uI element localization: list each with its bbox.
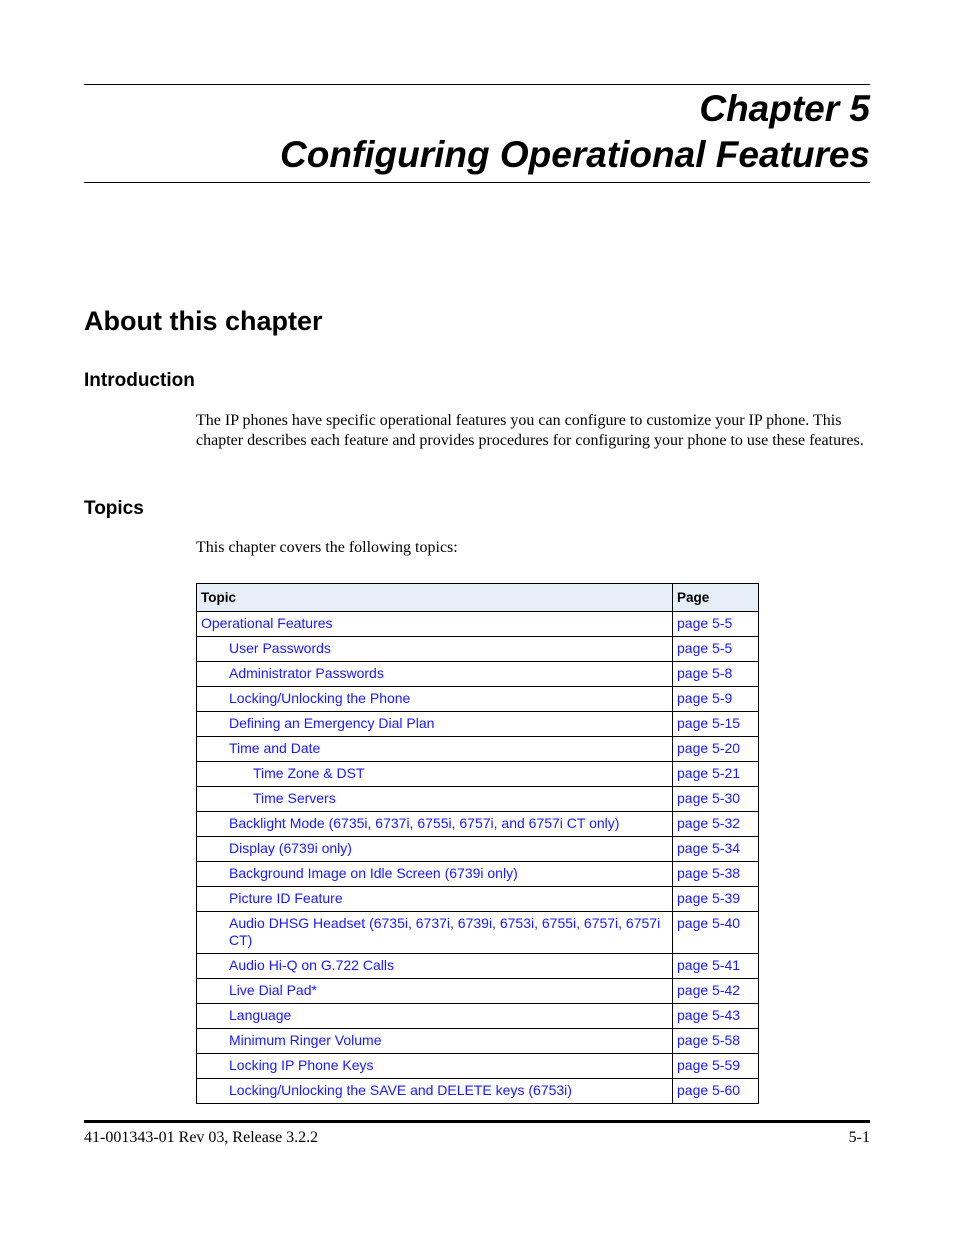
page-link[interactable]: page 5-40: [673, 912, 759, 954]
table-row: [197, 862, 759, 887]
page-link[interactable]: page 5-38: [673, 862, 759, 887]
table-row: [197, 687, 759, 712]
topics-lead: This chapter covers the following topics:: [196, 539, 458, 556]
topic-link[interactable]: Time Zone & DST: [197, 762, 673, 787]
topic-link[interactable]: Audio DHSG Headset (6735i, 6737i, 6739i, 6753i, 6755i, 6757i, 6757i CT): [197, 912, 673, 954]
column-header-topic: Topic: [197, 584, 673, 612]
page-link[interactable]: page 5-42: [673, 979, 759, 1004]
chapter-name: Configuring Operational Features: [280, 134, 870, 175]
chapter-top-rule: [84, 84, 870, 85]
topics-heading: Topics: [84, 498, 144, 519]
table-row: [197, 812, 759, 837]
chapter-label: Chapter 5: [699, 88, 870, 129]
table-row: [197, 1079, 759, 1104]
page-link[interactable]: page 5-41: [673, 954, 759, 979]
topic-link[interactable]: Locking/Unlocking the Phone: [197, 687, 673, 712]
page-link[interactable]: page 5-32: [673, 812, 759, 837]
topic-link[interactable]: Live Dial Pad*: [197, 979, 673, 1004]
page-link[interactable]: page 5-20: [673, 737, 759, 762]
table-row: [197, 662, 759, 687]
page-link[interactable]: page 5-8: [673, 662, 759, 687]
page-link[interactable]: page 5-60: [673, 1079, 759, 1104]
topic-link[interactable]: Picture ID Feature: [197, 887, 673, 912]
table-row: [197, 787, 759, 812]
page-link[interactable]: page 5-30: [673, 787, 759, 812]
page-link[interactable]: page 5-59: [673, 1054, 759, 1079]
footer-page-number: 5-1: [848, 1129, 870, 1146]
table-row: [197, 1054, 759, 1079]
table-row: [197, 837, 759, 862]
topic-link[interactable]: Operational Features: [197, 612, 673, 637]
topic-link[interactable]: Defining an Emergency Dial Plan: [197, 712, 673, 737]
topic-link[interactable]: Backlight Mode (6735i, 6737i, 6755i, 6757i, and 6757i CT only): [197, 812, 673, 837]
table-row: [197, 1004, 759, 1029]
topic-link[interactable]: Locking/Unlocking the SAVE and DELETE keys (6753i): [197, 1079, 673, 1104]
topic-link[interactable]: Minimum Ringer Volume: [197, 1029, 673, 1054]
topics-table: [196, 583, 759, 1104]
topic-link[interactable]: Locking IP Phone Keys: [197, 1054, 673, 1079]
table-row: [197, 712, 759, 737]
page-link[interactable]: page 5-9: [673, 687, 759, 712]
page-link[interactable]: page 5-39: [673, 887, 759, 912]
topic-link[interactable]: Background Image on Idle Screen (6739i only): [197, 862, 673, 887]
topic-link[interactable]: Time Servers: [197, 787, 673, 812]
table-row: [197, 612, 759, 637]
section-heading: About this chapter: [84, 306, 323, 336]
page-link[interactable]: page 5-58: [673, 1029, 759, 1054]
topic-link[interactable]: Audio Hi-Q on G.722 Calls: [197, 954, 673, 979]
table-row: [197, 737, 759, 762]
chapter-bottom-rule: [84, 182, 870, 183]
chapter-title: [84, 86, 870, 178]
table-row: [197, 1029, 759, 1054]
page-link[interactable]: page 5-15: [673, 712, 759, 737]
introduction-heading: Introduction: [84, 370, 195, 391]
footer-doc-id: 41-001343-01 Rev 03, Release 3.2.2: [84, 1129, 319, 1146]
page-link[interactable]: page 5-43: [673, 1004, 759, 1029]
table-row: [197, 979, 759, 1004]
table-row: [197, 912, 759, 954]
column-header-page: Page: [673, 584, 759, 612]
table-row: [197, 637, 759, 662]
page-link[interactable]: page 5-5: [673, 612, 759, 637]
page-link[interactable]: page 5-21: [673, 762, 759, 787]
table-row: [197, 887, 759, 912]
table-row: [197, 954, 759, 979]
page-link[interactable]: page 5-5: [673, 637, 759, 662]
table-row: [197, 762, 759, 787]
topic-link[interactable]: User Passwords: [197, 637, 673, 662]
topic-link[interactable]: Display (6739i only): [197, 837, 673, 862]
topic-link[interactable]: Time and Date: [197, 737, 673, 762]
topics-table-body: [197, 612, 759, 1104]
page-link[interactable]: page 5-34: [673, 837, 759, 862]
introduction-body: The IP phones have specific operational features you can configure to customize your IP phone. This chapter describes each feature and provides procedures for configuring your phone to use these features.: [196, 412, 864, 449]
topic-link[interactable]: Language: [197, 1004, 673, 1029]
topic-link[interactable]: Administrator Passwords: [197, 662, 673, 687]
table-header-row: [197, 584, 759, 612]
footer-rule: [84, 1120, 870, 1123]
